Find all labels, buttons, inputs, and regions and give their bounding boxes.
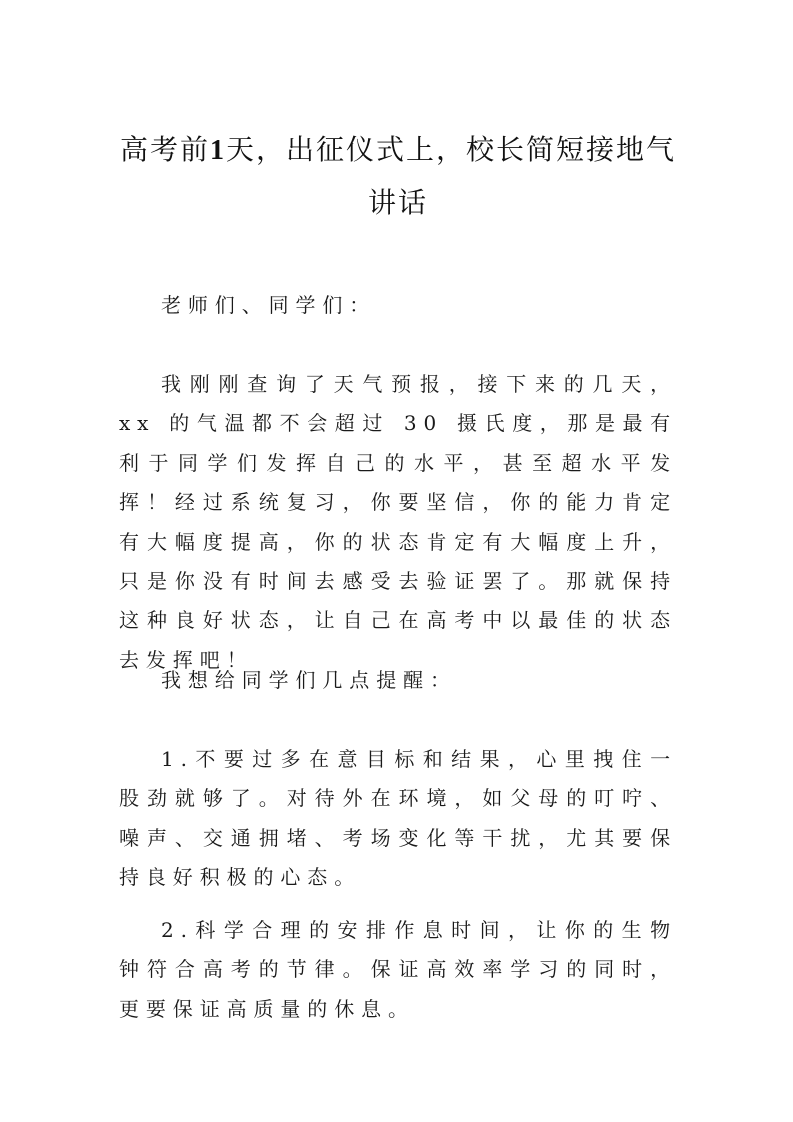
document-title [119,124,677,229]
title-number: 1 [210,135,226,166]
paragraph-weather: 我刚刚查询了天气预报，接下来的几天，xx 的气温都不会超过 30 摄氏度，那是最有利于同学们发挥自己的水平，甚至超水平发挥！经过系统复习，你要坚信，你的能力肯定有大幅度提高，你的状态肯定有大幅度上升，只是你没有时间去感受去验证罢了。那就保持这种良好状态，让自己在高考中以最佳的状态去发挥吧！ [119,372,677,672]
title-text-pre: 高考前 [119,133,210,166]
greeting: 老师们、同学们： [161,293,377,317]
paragraph-reminder-intro: 我想给同学们几点提醒： [161,668,457,692]
paragraph-point-2: 2.科学合理的安排作息时间，让你的生物钟符合高考的节律。保证高效率学习的同时，更要保证高质量的休息。 [119,918,677,1021]
title-line-1 [119,124,677,177]
paragraph-point-1: 1.不要过多在意目标和结果，心里拽住一股劲就够了。对待外在环境，如父母的叮咛、噪声、交通拥堵、考场变化等干扰，尤其要保持良好积极的心态。 [119,747,677,890]
title-line-2: 讲话 [367,186,428,219]
title-text-post: 天，出征仪式上，校长简短接地气 [226,133,677,166]
